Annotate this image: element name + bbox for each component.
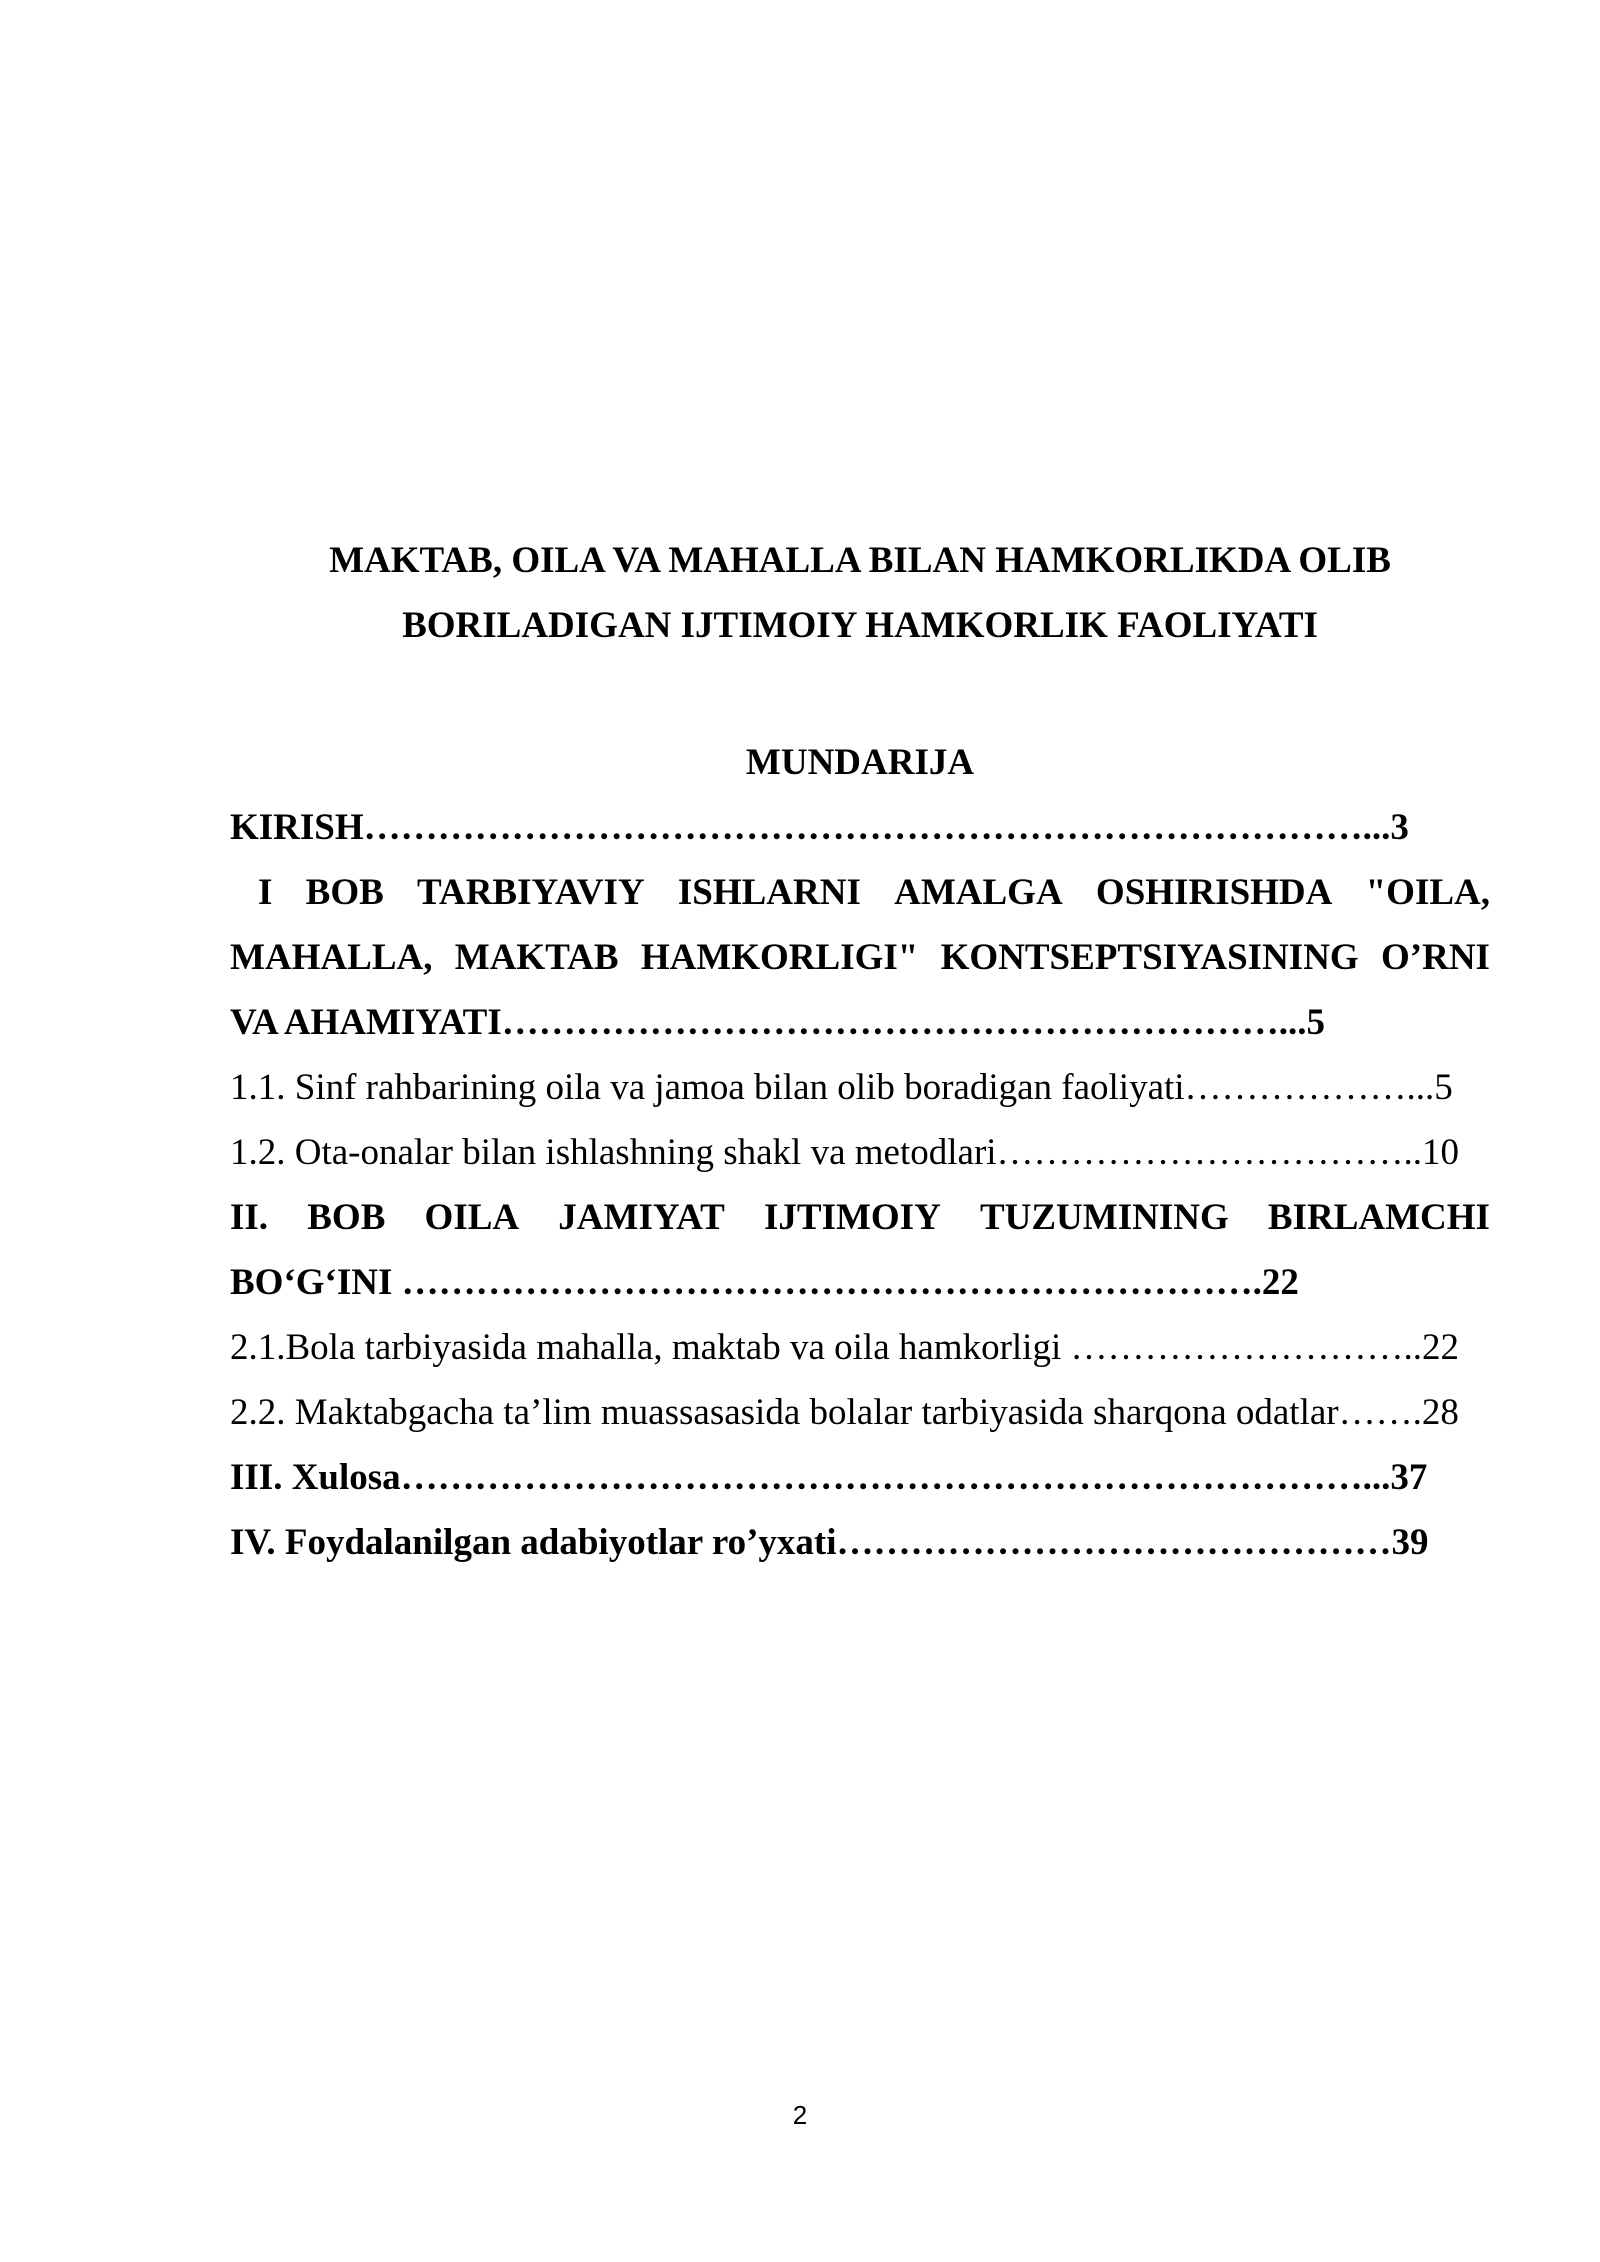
toc-word: IJTIMOIY xyxy=(764,1197,941,1238)
toc-word: I xyxy=(258,872,273,913)
toc-word: "OILA, xyxy=(1365,872,1490,913)
document-title-line-2: BORILADIGAN IJTIMOIY HAMKORLIK FAOLIYATI xyxy=(402,605,1318,646)
toc-entry-2-1: 2.1.Bola tarbiyasida mahalla, maktab va oila hamkorligi ………………………..22 xyxy=(230,1327,1459,1368)
toc-entry-bob2-line-2: BO‘G‘INI …………………………………………………………….22 xyxy=(230,1262,1299,1303)
toc-entry-bob1-line-3: VA AHAMIYATI………………………………………………………...5 xyxy=(230,1002,1326,1043)
toc-entry-kirish: KIRISH………………………………………………………………………...3 xyxy=(230,807,1409,848)
toc-entry-2-2: 2.2. Maktabgacha ta’lim muassasasida bolalar tarbiyasida sharqona odatlar…….28 xyxy=(230,1392,1459,1433)
toc-entry-bob1-line-1 xyxy=(230,860,1490,925)
toc-word: OILA xyxy=(424,1197,520,1238)
toc-word: BOB xyxy=(307,1197,386,1238)
toc-word: ISHLARNI xyxy=(677,872,861,913)
toc-word: MAHALLA, xyxy=(230,937,433,978)
toc-entry-bob2-line-1 xyxy=(230,1185,1490,1250)
toc-word: HAMKORLIGI" xyxy=(640,937,919,978)
toc-word: MAKTAB xyxy=(454,937,619,978)
toc-word: AMALGA xyxy=(894,872,1063,913)
toc-entry-1-1: 1.1. Sinf rahbarining oila va jamoa bilan olib boradigan faoliyati………………...5 xyxy=(230,1067,1453,1108)
toc-entry-adabiyotlar: IV. Foydalanilgan adabiyotlar ro’yxati………………………………………39 xyxy=(230,1522,1429,1563)
table-of-contents xyxy=(230,795,1490,1575)
toc-entry-bob1-line-2 xyxy=(230,925,1490,990)
toc-word: OSHIRISHDA xyxy=(1095,872,1333,913)
document-title-line-1: MAKTAB, OILA VA MAHALLA BILAN HAMKORLIKDA OLIB xyxy=(329,540,1391,581)
toc-word: BIRLAMCHI xyxy=(1267,1197,1490,1238)
toc-word: TUZUMINING xyxy=(979,1197,1229,1238)
toc-entry-1-2: 1.2. Ota-onalar bilan ishlashning shakl va metodlari……………………………..10 xyxy=(230,1132,1460,1173)
document-title xyxy=(230,528,1490,658)
toc-word: JAMIYAT xyxy=(558,1197,725,1238)
toc-word: KONTSEPTSIYASINING xyxy=(940,937,1359,978)
toc-word: TARBIYAVIY xyxy=(417,872,645,913)
toc-word: BOB xyxy=(305,872,384,913)
toc-word: II. xyxy=(230,1197,269,1238)
toc-entry-xulosa: III. Xulosa……………………………………………………………………...37 xyxy=(230,1457,1428,1498)
toc-heading: MUNDARIJA xyxy=(745,742,975,783)
page-number: 2 xyxy=(792,2100,808,2130)
toc-word: O’RNI xyxy=(1381,937,1490,978)
